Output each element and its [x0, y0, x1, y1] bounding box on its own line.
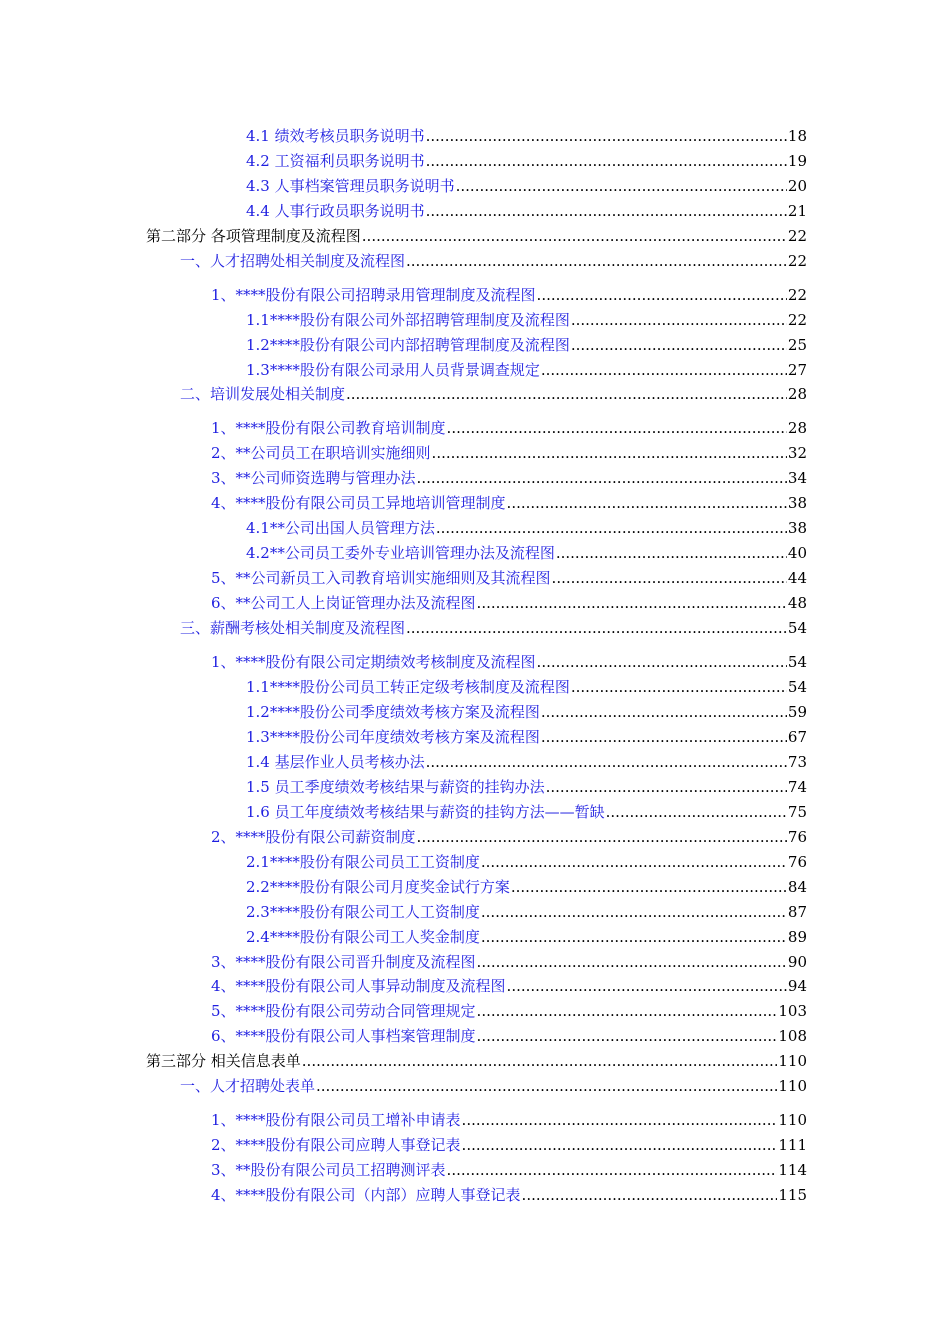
- toc-entry-page-number: 18: [787, 127, 807, 145]
- toc-entry-page-number: 19: [787, 152, 807, 170]
- toc-entry-page-number: 67: [787, 728, 807, 746]
- toc-entry-label: 1.6 员工年度绩效考核结果与薪资的挂钩方法——暂缺: [246, 803, 605, 821]
- toc-entry-page-number: 40: [787, 544, 807, 562]
- toc-entry[interactable]: [211, 975, 807, 997]
- toc-entry-page-number: 75: [787, 803, 807, 821]
- toc-entry[interactable]: [211, 826, 807, 848]
- toc-dot-leader: [447, 1159, 778, 1181]
- toc-entry-page-number: 110: [778, 1111, 807, 1129]
- toc-entry-label: 三、薪酬考核处相关制度及流程图: [180, 619, 406, 637]
- toc-dot-leader: [556, 542, 787, 564]
- toc-dot-leader: [477, 951, 787, 973]
- toc-entry-label: 1.5 员工季度绩效考核结果与薪资的挂钩办法: [246, 778, 545, 796]
- toc-entry[interactable]: [246, 901, 807, 923]
- toc-dot-leader: [481, 926, 787, 948]
- toc-entry-label: 6、****股份有限公司人事档案管理制度: [211, 1027, 476, 1045]
- toc-entry-page-number: 76: [787, 853, 807, 871]
- toc-dot-leader: [462, 1109, 778, 1131]
- toc-entry[interactable]: [211, 442, 807, 464]
- toc-entry-page-number: 103: [778, 1002, 807, 1020]
- toc-dot-leader: [426, 150, 787, 172]
- toc-entry-label: 2.4****股份有限公司工人奖金制度: [246, 928, 480, 946]
- toc-entry[interactable]: [246, 701, 807, 723]
- toc-entry-page-number: 21: [787, 202, 807, 220]
- toc-dot-leader: [426, 200, 787, 222]
- toc-entry-label: 1.4 基层作业人员考核办法: [246, 753, 425, 771]
- toc-entry[interactable]: [211, 1109, 807, 1131]
- toc-dot-leader: [477, 1025, 778, 1047]
- toc-dot-leader: [477, 1000, 778, 1022]
- toc-entry[interactable]: [246, 200, 807, 222]
- toc-entry-page-number: 20: [787, 177, 807, 195]
- toc-entry-label: 2.1****股份有限公司员工工资制度: [246, 853, 480, 871]
- toc-dot-leader: [302, 1050, 778, 1072]
- toc-dot-leader: [432, 442, 787, 464]
- toc-dot-leader: [406, 617, 787, 639]
- toc-entry-label: 一、人才招聘处相关制度及流程图: [180, 252, 406, 270]
- toc-entry-label: 2、****股份有限公司薪资制度: [211, 828, 416, 846]
- toc-entry[interactable]: [146, 1050, 807, 1072]
- toc-entry[interactable]: [246, 125, 807, 147]
- toc-entry[interactable]: [211, 1000, 807, 1022]
- toc-entry-label: 第三部分 相关信息表单: [146, 1052, 301, 1070]
- toc-entry-label: 3、****股份有限公司晋升制度及流程图: [211, 953, 476, 971]
- toc-entry-page-number: 114: [778, 1161, 807, 1179]
- toc-entry-label: 6、**公司工人上岗证管理办法及流程图: [211, 594, 476, 612]
- toc-entry[interactable]: [180, 617, 807, 639]
- toc-entry[interactable]: [211, 567, 807, 589]
- toc-entry[interactable]: [211, 467, 807, 489]
- toc-dot-leader: [522, 1184, 778, 1206]
- toc-entry-label: 4.4 人事行政员职务说明书: [246, 202, 425, 220]
- toc-entry-page-number: 74: [787, 778, 807, 796]
- toc-entry-label: 第二部分 各项管理制度及流程图: [146, 227, 361, 245]
- toc-entry-label: 1.1****股份公司员工转正定级考核制度及流程图: [246, 678, 570, 696]
- toc-entry[interactable]: [211, 951, 807, 973]
- toc-entry[interactable]: [246, 150, 807, 172]
- toc-entry-page-number: 89: [787, 928, 807, 946]
- toc-dot-leader: [316, 1075, 777, 1097]
- toc-entry[interactable]: [211, 284, 807, 306]
- toc-entry-label: 2.2****股份有限公司月度奖金试行方案: [246, 878, 510, 896]
- toc-entry-page-number: 22: [787, 252, 807, 270]
- toc-entry-label: 4.1 绩效考核员职务说明书: [246, 127, 425, 145]
- toc-entry[interactable]: [246, 334, 807, 356]
- toc-entry-label: 4、****股份有限公司人事异动制度及流程图: [211, 977, 506, 995]
- toc-dot-leader: [406, 250, 787, 272]
- toc-entry[interactable]: [246, 309, 807, 331]
- toc-entry-page-number: 90: [787, 953, 807, 971]
- toc-dot-leader: [507, 975, 787, 997]
- toc-entry-page-number: 38: [787, 494, 807, 512]
- toc-entry-page-number: 22: [787, 227, 807, 245]
- toc-entry[interactable]: [146, 225, 807, 247]
- toc-entry-label: 1、****股份有限公司教育培训制度: [211, 419, 446, 437]
- toc-entry[interactable]: [246, 801, 807, 823]
- toc-entry[interactable]: [180, 383, 807, 405]
- toc-dot-leader: [541, 359, 787, 381]
- toc-entry[interactable]: [246, 676, 807, 698]
- toc-entry[interactable]: [211, 1025, 807, 1047]
- toc-entry-label: 二、培训发展处相关制度: [180, 385, 346, 403]
- toc-dot-leader: [426, 125, 787, 147]
- toc-dot-leader: [417, 826, 787, 848]
- toc-entry-page-number: 59: [787, 703, 807, 721]
- toc-entry-page-number: 94: [787, 977, 807, 995]
- toc-dot-leader: [436, 517, 787, 539]
- toc-dot-leader: [447, 417, 787, 439]
- toc-entry-page-number: 76: [787, 828, 807, 846]
- toc-entry-label: 4.1**公司出国人员管理方法: [246, 519, 435, 537]
- toc-entry[interactable]: [246, 751, 807, 773]
- toc-entry[interactable]: [246, 726, 807, 748]
- toc-entry-label: 1、****股份有限公司员工增补申请表: [211, 1111, 461, 1129]
- toc-dot-leader: [417, 467, 787, 489]
- toc-entry-page-number: 28: [787, 385, 807, 403]
- toc-entry-page-number: 54: [787, 619, 807, 637]
- toc-entry-page-number: 27: [787, 361, 807, 379]
- toc-entry-page-number: 110: [778, 1052, 807, 1070]
- toc-dot-leader: [541, 701, 787, 723]
- toc-entry-page-number: 38: [787, 519, 807, 537]
- toc-entry-label: 4、****股份有限公司员工异地培训管理制度: [211, 494, 506, 512]
- toc-dot-leader: [426, 751, 787, 773]
- toc-entry-page-number: 44: [787, 569, 807, 587]
- toc-entry-label: 1.3****股份有限公司录用人员背景调查规定: [246, 361, 540, 379]
- toc-entry[interactable]: [246, 776, 807, 798]
- toc-entry[interactable]: [246, 359, 807, 381]
- toc-entry[interactable]: [211, 1134, 807, 1156]
- toc-entry-label: 1、****股份有限公司定期绩效考核制度及流程图: [211, 653, 536, 671]
- toc-entry-label: 一、人才招聘处表单: [180, 1077, 316, 1095]
- toc-dot-leader: [481, 901, 787, 923]
- toc-entry-page-number: 54: [787, 678, 807, 696]
- toc-dot-leader: [481, 851, 787, 873]
- toc-entry-page-number: 22: [787, 286, 807, 304]
- toc-entry-label: 2、**公司员工在职培训实施细则: [211, 444, 431, 462]
- toc-entry[interactable]: [180, 1075, 807, 1097]
- toc-entry[interactable]: [211, 1184, 807, 1206]
- toc-dot-leader: [571, 676, 787, 698]
- toc-entry-page-number: 73: [787, 753, 807, 771]
- toc-entry-label: 3、**股份有限公司员工招聘测评表: [211, 1161, 446, 1179]
- toc-entry-page-number: 22: [787, 311, 807, 329]
- toc-dot-leader: [552, 567, 787, 589]
- toc-entry[interactable]: [211, 492, 807, 514]
- toc-entry[interactable]: [246, 851, 807, 873]
- toc-entry-label: 5、**公司新员工入司教育培训实施细则及其流程图: [211, 569, 551, 587]
- toc-entry-page-number: 34: [787, 469, 807, 487]
- toc-entry[interactable]: [246, 175, 807, 197]
- toc-entry[interactable]: [211, 592, 807, 614]
- toc-entry-page-number: 84: [787, 878, 807, 896]
- toc-entry-page-number: 110: [778, 1077, 807, 1095]
- toc-entry-label: 1.2****股份有限公司内部招聘管理制度及流程图: [246, 336, 570, 354]
- toc-dot-leader: [546, 776, 787, 798]
- toc-entry[interactable]: [246, 517, 807, 539]
- toc-entry[interactable]: [211, 1159, 807, 1181]
- toc-entry[interactable]: [246, 542, 807, 564]
- toc-dot-leader: [507, 492, 787, 514]
- toc-entry-label: 4.2 工资福利员职务说明书: [246, 152, 425, 170]
- toc-dot-leader: [606, 801, 787, 823]
- toc-entry-label: 2、****股份有限公司应聘人事登记表: [211, 1136, 461, 1154]
- toc-entry-page-number: 25: [787, 336, 807, 354]
- toc-entry-label: 4、****股份有限公司（内部）应聘人事登记表: [211, 1186, 521, 1204]
- toc-entry-label: 1.1****股份有限公司外部招聘管理制度及流程图: [246, 311, 570, 329]
- toc-entry[interactable]: [211, 651, 807, 673]
- toc-entry-page-number: 115: [778, 1186, 807, 1204]
- toc-dot-leader: [362, 225, 787, 247]
- toc-entry-page-number: 111: [778, 1136, 807, 1154]
- toc-dot-leader: [571, 309, 787, 331]
- toc-entry-label: 3、**公司师资选聘与管理办法: [211, 469, 416, 487]
- toc-entry[interactable]: [246, 876, 807, 898]
- toc-dot-leader: [571, 334, 787, 356]
- toc-entry[interactable]: [180, 250, 807, 272]
- toc-entry-label: 1、****股份有限公司招聘录用管理制度及流程图: [211, 286, 536, 304]
- toc-entry-page-number: 108: [778, 1027, 807, 1045]
- toc-entry-label: 1.3****股份公司年度绩效考核方案及流程图: [246, 728, 540, 746]
- toc-entry-page-number: 54: [787, 653, 807, 671]
- toc-dot-leader: [541, 726, 787, 748]
- toc-entry-page-number: 48: [787, 594, 807, 612]
- toc-entry-label: 4.2**公司员工委外专业培训管理办法及流程图: [246, 544, 555, 562]
- toc-entry-label: 1.2****股份公司季度绩效考核方案及流程图: [246, 703, 540, 721]
- toc-dot-leader: [511, 876, 787, 898]
- toc-entry-page-number: 28: [787, 419, 807, 437]
- toc-dot-leader: [462, 1134, 778, 1156]
- toc-entry[interactable]: [246, 926, 807, 948]
- toc-entry-page-number: 87: [787, 903, 807, 921]
- toc-entry-label: 2.3****股份有限公司工人工资制度: [246, 903, 480, 921]
- toc-entry-label: 5、****股份有限公司劳动合同管理规定: [211, 1002, 476, 1020]
- toc-dot-leader: [537, 651, 787, 673]
- toc-dot-leader: [477, 592, 787, 614]
- toc-dot-leader: [346, 383, 787, 405]
- toc-entry[interactable]: [211, 417, 807, 439]
- toc-entry-label: 4.3 人事档案管理员职务说明书: [246, 177, 455, 195]
- toc-entry-page-number: 32: [787, 444, 807, 462]
- toc-dot-leader: [456, 175, 787, 197]
- toc-dot-leader: [537, 284, 787, 306]
